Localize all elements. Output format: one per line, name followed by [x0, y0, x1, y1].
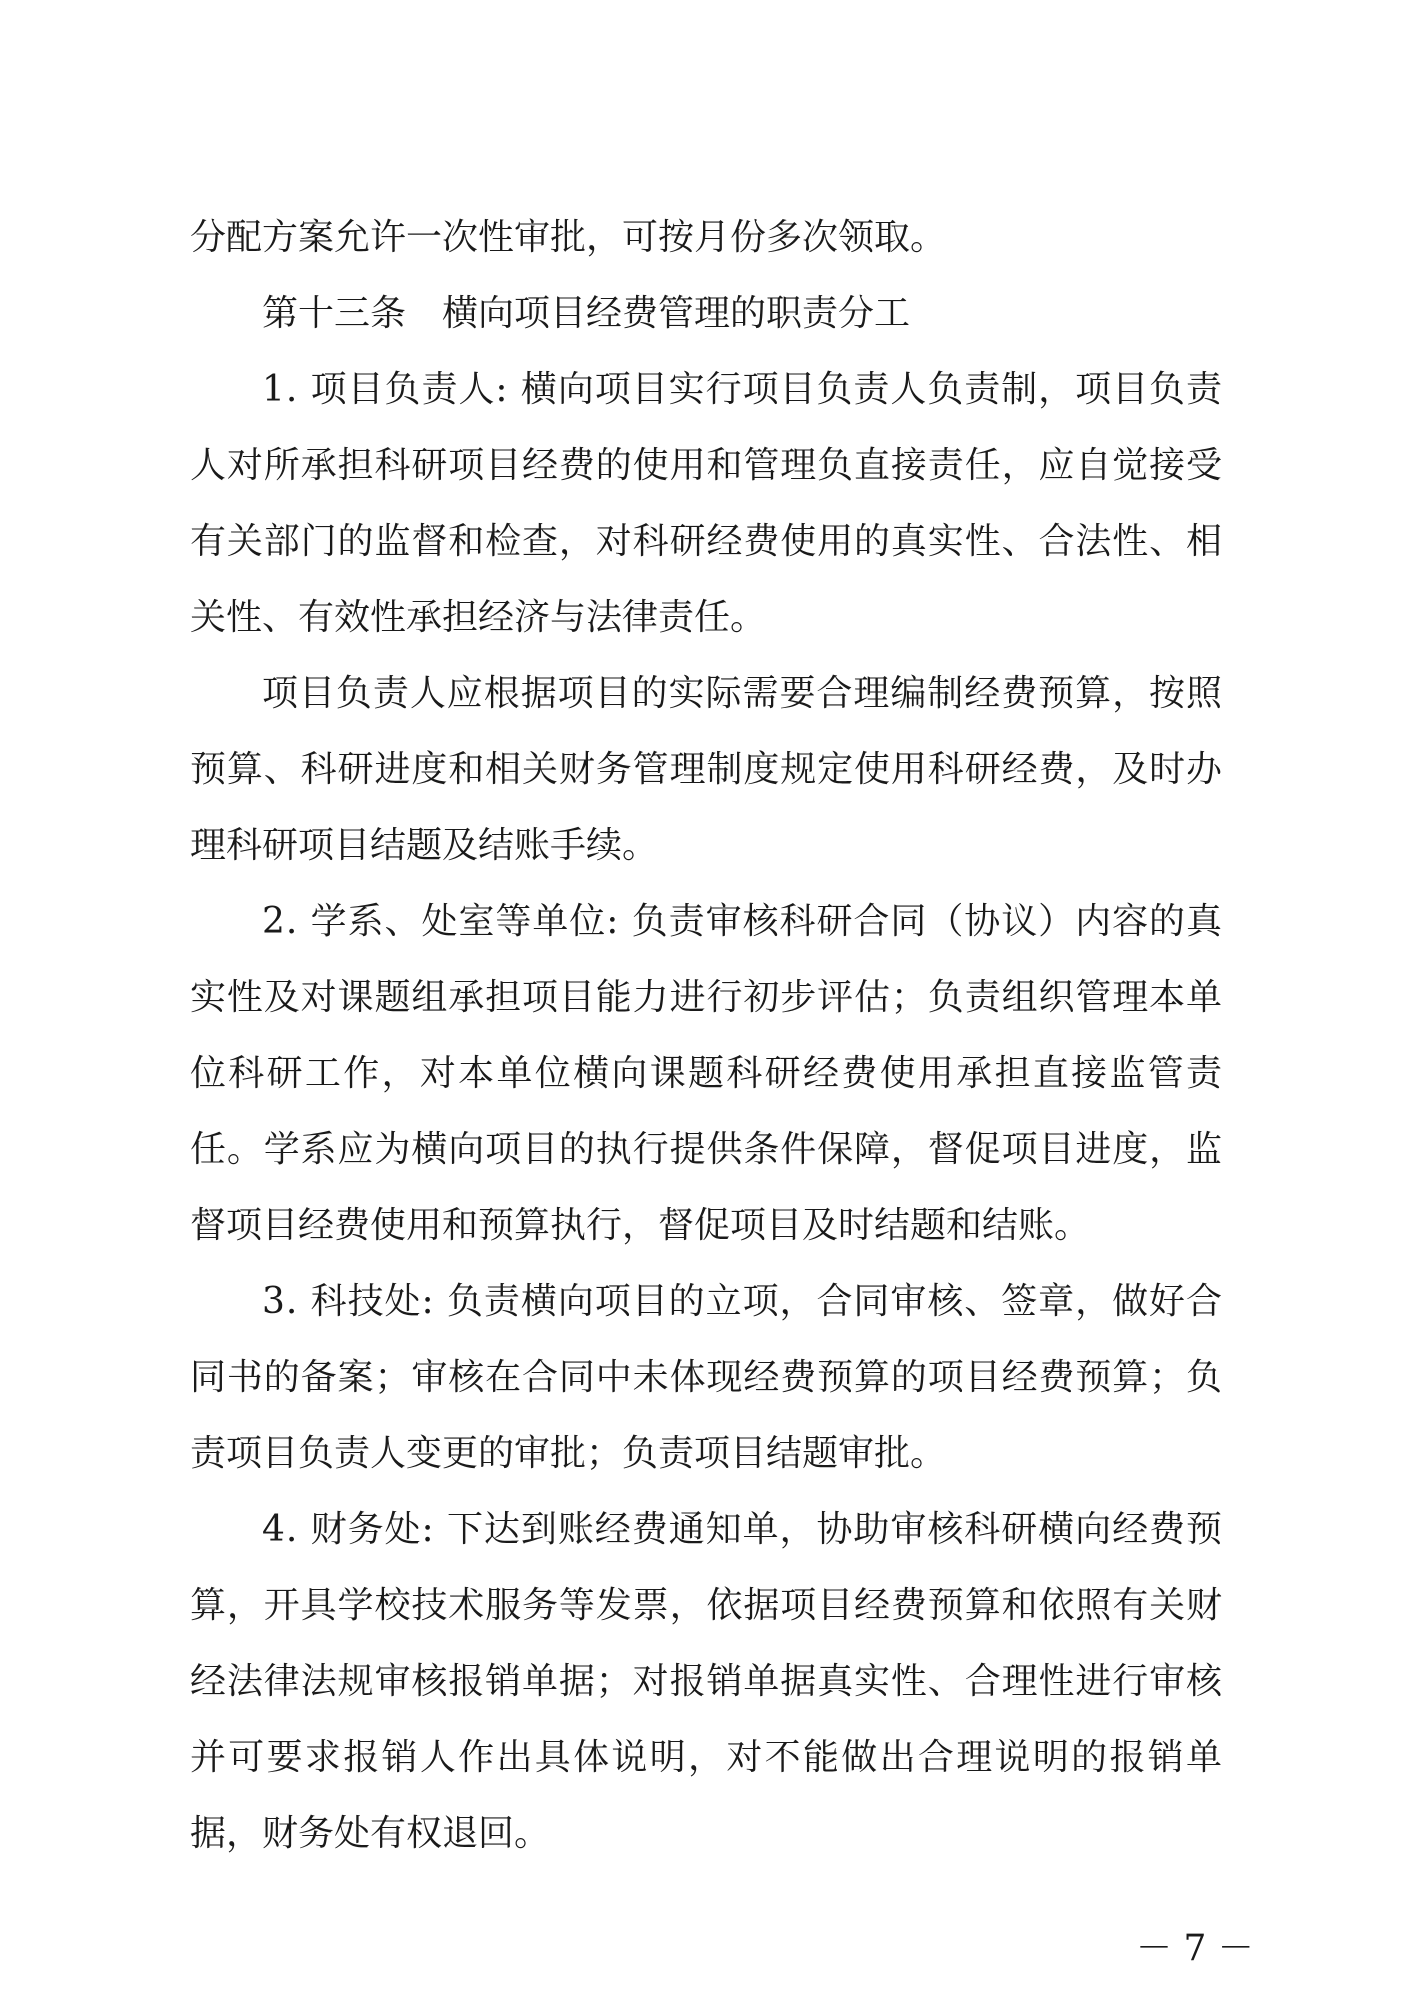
paragraph-text: 分配方案允许一次性审批，可按月份多次领取。: [190, 217, 947, 258]
text-line: [0, 1796, 1413, 1872]
paragraph-text: 据，财务处有权退回。: [190, 1813, 551, 1854]
text-line: [0, 504, 1413, 580]
text-line: [0, 808, 1413, 884]
paragraph-text: 2. 学系、处室等单位: 负责审核科研合同（协议）内容的真: [262, 901, 1223, 942]
text-line: [0, 352, 1413, 428]
text-line: [0, 1340, 1413, 1416]
paragraph-text: 经法律法规审核报销单据；对报销单据真实性、合理性进行审核: [190, 1661, 1223, 1702]
text-line: [0, 1264, 1413, 1340]
paragraph-text: 关性、有效性承担经济与法律责任。: [190, 597, 767, 638]
text-line: [0, 1036, 1413, 1112]
text-line: [0, 884, 1413, 960]
paragraph-text: 实性及对课题组承担项目能力进行初步评估；负责组织管理本单: [190, 977, 1223, 1018]
paragraph-text: 有关部门的监督和检查，对科研经费使用的真实性、合法性、相: [190, 521, 1223, 562]
paragraph-text: 人对所承担科研项目经费的使用和管理负直接责任，应自觉接受: [190, 445, 1223, 486]
text-line: [0, 1720, 1413, 1796]
paragraph-text: 责项目负责人变更的审批；负责项目结题审批。: [190, 1433, 947, 1474]
section-heading: [0, 276, 1413, 352]
text-line: [0, 1188, 1413, 1264]
text-line: [0, 1568, 1413, 1644]
text-line: [0, 428, 1413, 504]
paragraph-text: 4. 财务处: 下达到账经费通知单，协助审核科研横向经费预: [262, 1509, 1223, 1550]
paragraph-text: 并可要求报销人作出具体说明，对不能做出合理说明的报销单: [190, 1737, 1225, 1778]
paragraph-text: 1. 项目负责人: 横向项目实行项目负责人负责制，项目负责: [262, 369, 1223, 410]
paragraph-text: 位科研工作，对本单位横向课题科研经费使用承担直接监管责: [190, 1053, 1225, 1094]
text-line: [0, 1492, 1413, 1568]
paragraph-text: 同书的备案；审核在合同中未体现经费预算的项目经费预算；负: [190, 1357, 1223, 1398]
text-line: [0, 1644, 1413, 1720]
paragraph-text: 项目负责人应根据项目的实际需要合理编制经费预算，按照: [262, 673, 1223, 714]
page-number: － 7 －: [1136, 1928, 1254, 1969]
text-line: [0, 200, 1413, 276]
text-line: [0, 732, 1413, 808]
paragraph-text: 算，开具学校技术服务等发票，依据项目经费预算和依照有关财: [190, 1585, 1223, 1626]
article-title: 第十三条 横向项目经费管理的职责分工: [262, 293, 911, 334]
paragraph-text: 任。学系应为横向项目的执行提供条件保障，督促项目进度，监: [190, 1129, 1223, 1170]
paragraph-text: 理科研项目结题及结账手续。: [190, 825, 659, 866]
text-line: [0, 656, 1413, 732]
paragraph-text: 预算、科研进度和相关财务管理制度规定使用科研经费，及时办: [190, 749, 1223, 790]
paragraph-text: 3. 科技处: 负责横向项目的立项，合同审核、签章，做好合: [262, 1281, 1223, 1322]
text-line: [0, 1112, 1413, 1188]
text-line: [0, 1416, 1413, 1492]
text-line: [0, 960, 1413, 1036]
text-line: [0, 580, 1413, 656]
paragraph-text: 督项目经费使用和预算执行，督促项目及时结题和结账。: [190, 1205, 1091, 1246]
